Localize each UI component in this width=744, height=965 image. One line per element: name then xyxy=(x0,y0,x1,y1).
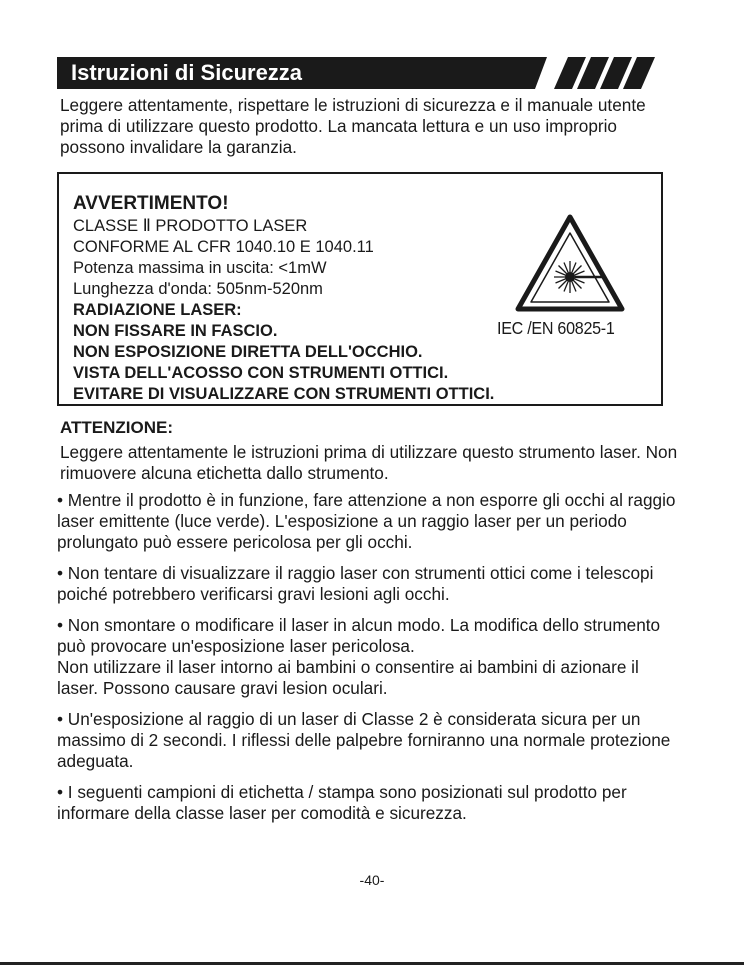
page-title: Istruzioni di Sicurezza xyxy=(71,60,303,85)
iec-standard-label: IEC /EN 60825-1 xyxy=(497,318,615,338)
bullet-text: • Non smontare o modificare il laser in alcun modo. La modifica dello strumento può provocare un'esposizione laser pericolosa. xyxy=(57,615,661,656)
list-item xyxy=(57,782,682,824)
laser-warning-box xyxy=(57,172,663,406)
warning-line: Lunghezza d'onda: 505nm-520nm xyxy=(73,280,323,298)
warning-bold-line: VISTA DELL'ACOSSO CON STRUMENTI OTTICI. xyxy=(73,364,449,382)
warning-bold-line: NON ESPOSIZIONE DIRETTA DELL'OCCHIO. xyxy=(73,343,423,361)
attention-paragraph: Leggere attentamente le istruzioni prima di utilizzare questo strumento laser. Non rimuovere alcuna etichetta dallo strumento. xyxy=(60,442,678,483)
bullet-text: • Non tentare di visualizzare il raggio laser con strumenti ottici come i telescopi poiché potrebbero verificarsi gravi lesioni agli occhi. xyxy=(57,563,654,604)
bullet-text: • Mentre il prodotto è in funzione, fare attenzione a non esporre gli occhi al raggio laser emittente (luce verde). L'esposizione a un raggio laser per un periodo prolungato può essere pericolosa per gli occhi. xyxy=(57,490,676,552)
warning-line: Potenza massima in uscita: <1mW xyxy=(73,259,327,277)
warning-line: CONFORME AL CFR 1040.10 E 1040.11 xyxy=(73,238,374,256)
warning-bold-line: RADIAZIONE LASER: xyxy=(73,301,242,319)
intro-paragraph: Leggere attentamente, rispettare le istruzioni di sicurezza e il manuale utente prima di utilizzare questo prodotto. La mancata lettura e un uso improprio possono invalidare la garanzia. xyxy=(60,95,646,157)
attention-heading: ATTENZIONE: xyxy=(60,418,174,437)
list-item xyxy=(57,709,682,772)
laser-radiation-warning-icon xyxy=(514,213,626,313)
list-item xyxy=(57,563,682,605)
list-item xyxy=(57,490,682,553)
bullet-text: • Un'esposizione al raggio di un laser di Classe 2 è considerata sicura per un massimo di 2 secondi. I riflessi delle palpebre forniranno una normale protezione adeguata. xyxy=(57,709,671,771)
bullet-extra-text: Non utilizzare il laser intorno ai bambini o consentire ai bambini di azionare il laser. Possono causare gravi lesion oculari. xyxy=(57,657,639,698)
warning-line: CLASSE Ⅱ PRODOTTO LASER xyxy=(73,217,308,235)
bullet-text: • I seguenti campioni di etichetta / stampa sono posizionati sul prodotto per informare della classe laser per comodità e sicurezza. xyxy=(57,782,627,823)
warning-heading: AVVERTIMENTO! xyxy=(73,193,229,214)
warning-bold-line: NON FISSARE IN FASCIO. xyxy=(73,322,278,340)
page-number: -40- xyxy=(359,872,385,888)
safety-bullet-list xyxy=(57,490,682,834)
list-item xyxy=(57,615,682,699)
section-header xyxy=(57,57,655,89)
warning-bold-line: EVITARE DI VISUALIZZARE CON STRUMENTI OTTICI. xyxy=(73,385,495,403)
